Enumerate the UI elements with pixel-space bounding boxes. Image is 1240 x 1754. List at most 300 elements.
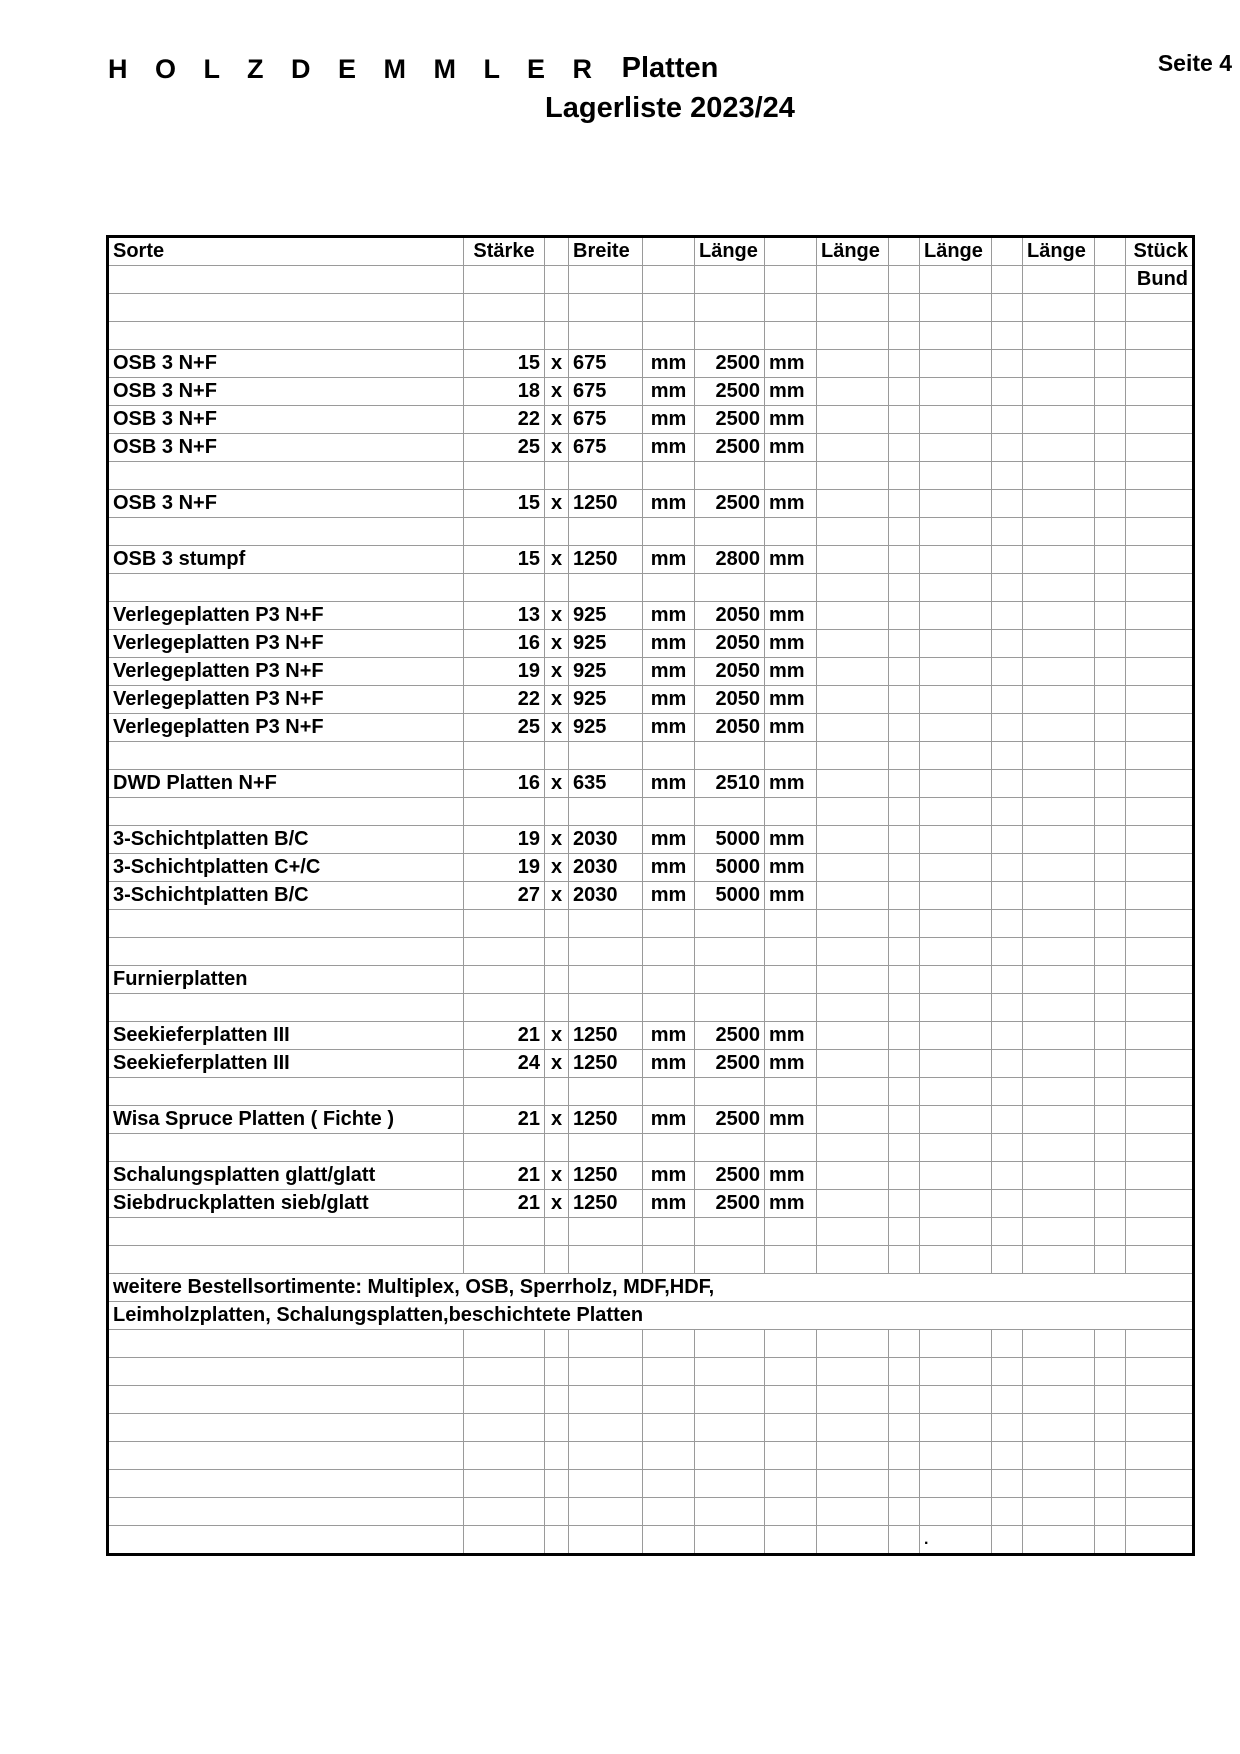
empty-cell bbox=[920, 1246, 992, 1274]
assortment-note: weitere Bestellsortimente: Multiplex, OSB, Sperrholz, MDF,HDF, bbox=[108, 1274, 1194, 1302]
empty-cell bbox=[1023, 1246, 1095, 1274]
title-line-1: Platten bbox=[621, 52, 719, 84]
empty-cell bbox=[1023, 490, 1095, 518]
empty-cell bbox=[765, 1470, 817, 1498]
width-unit: mm bbox=[643, 602, 695, 630]
empty-cell bbox=[889, 686, 920, 714]
empty-cell bbox=[545, 966, 569, 994]
empty-row bbox=[108, 910, 1194, 938]
empty-row bbox=[108, 1386, 1194, 1414]
empty-cell bbox=[569, 938, 643, 966]
empty-cell bbox=[695, 1246, 765, 1274]
empty-cell bbox=[569, 1134, 643, 1162]
empty-cell bbox=[920, 378, 992, 406]
times-sign: x bbox=[545, 1022, 569, 1050]
empty-cell bbox=[817, 490, 889, 518]
empty-cell bbox=[920, 1386, 992, 1414]
length-value: 5000 bbox=[695, 854, 765, 882]
empty-row bbox=[108, 1134, 1194, 1162]
empty-cell bbox=[1095, 994, 1126, 1022]
empty-cell bbox=[108, 1526, 464, 1555]
thickness-value: 21 bbox=[464, 1106, 545, 1134]
width-value: 675 bbox=[569, 350, 643, 378]
empty-cell bbox=[1023, 714, 1095, 742]
empty-cell bbox=[1126, 826, 1194, 854]
empty-cell bbox=[1126, 1414, 1194, 1442]
empty-cell bbox=[920, 1498, 992, 1526]
empty-cell bbox=[643, 1470, 695, 1498]
empty-cell bbox=[992, 322, 1023, 350]
empty-cell bbox=[1126, 1162, 1194, 1190]
empty-cell bbox=[817, 1526, 889, 1555]
empty-cell bbox=[569, 994, 643, 1022]
empty-cell bbox=[889, 406, 920, 434]
length-unit: mm bbox=[765, 1050, 817, 1078]
empty-cell bbox=[545, 1358, 569, 1386]
times-sign: x bbox=[545, 1162, 569, 1190]
empty-cell bbox=[992, 966, 1023, 994]
empty-cell bbox=[817, 742, 889, 770]
empty-cell bbox=[569, 910, 643, 938]
empty-cell bbox=[1023, 882, 1095, 910]
empty-cell bbox=[1126, 1078, 1194, 1106]
empty-cell bbox=[1095, 1106, 1126, 1134]
thickness-value: 22 bbox=[464, 406, 545, 434]
product-name: 3-Schichtplatten B/C bbox=[108, 826, 464, 854]
table-row bbox=[108, 658, 1194, 686]
length-unit: mm bbox=[765, 1162, 817, 1190]
length-value: 2500 bbox=[695, 1050, 765, 1078]
empty-cell bbox=[889, 882, 920, 910]
length-value: 2800 bbox=[695, 546, 765, 574]
empty-cell bbox=[643, 1498, 695, 1526]
empty-cell bbox=[1095, 322, 1126, 350]
empty-cell bbox=[889, 938, 920, 966]
times-sign: x bbox=[545, 658, 569, 686]
empty-cell bbox=[889, 1246, 920, 1274]
empty-cell bbox=[817, 1050, 889, 1078]
empty-cell bbox=[545, 518, 569, 546]
empty-cell bbox=[695, 1134, 765, 1162]
subheader-row bbox=[108, 266, 1194, 294]
empty-cell bbox=[992, 910, 1023, 938]
empty-cell bbox=[545, 1386, 569, 1414]
empty-cell bbox=[1023, 1022, 1095, 1050]
empty-cell bbox=[643, 742, 695, 770]
empty-cell bbox=[1095, 686, 1126, 714]
empty-cell bbox=[1095, 1414, 1126, 1442]
empty-cell bbox=[1095, 1470, 1126, 1498]
product-name: OSB 3 N+F bbox=[108, 350, 464, 378]
length-value: 2500 bbox=[695, 406, 765, 434]
empty-cell bbox=[1023, 518, 1095, 546]
empty-cell bbox=[765, 742, 817, 770]
empty-cell bbox=[569, 1330, 643, 1358]
empty-cell bbox=[569, 1358, 643, 1386]
empty-cell bbox=[1126, 434, 1194, 462]
empty-cell bbox=[464, 462, 545, 490]
empty-cell bbox=[889, 490, 920, 518]
empty-cell bbox=[920, 798, 992, 826]
times-sign: x bbox=[545, 1106, 569, 1134]
empty-cell bbox=[817, 406, 889, 434]
product-name: Schalungsplatten glatt/glatt bbox=[108, 1162, 464, 1190]
empty-cell bbox=[992, 434, 1023, 462]
empty-cell bbox=[1095, 798, 1126, 826]
product-name: Verlegeplatten P3 N+F bbox=[108, 630, 464, 658]
empty-cell bbox=[992, 1358, 1023, 1386]
empty-cell bbox=[765, 518, 817, 546]
col-header-empty bbox=[1095, 237, 1126, 266]
empty-cell bbox=[1126, 1106, 1194, 1134]
empty-cell bbox=[464, 1526, 545, 1555]
empty-cell bbox=[695, 1470, 765, 1498]
empty-cell bbox=[108, 1498, 464, 1526]
empty-cell bbox=[695, 1078, 765, 1106]
empty-cell bbox=[1126, 882, 1194, 910]
length-value: 2050 bbox=[695, 658, 765, 686]
empty-cell bbox=[464, 1246, 545, 1274]
empty-cell bbox=[920, 294, 992, 322]
empty-cell bbox=[992, 1106, 1023, 1134]
times-sign: x bbox=[545, 1050, 569, 1078]
empty-cell bbox=[765, 1078, 817, 1106]
empty-cell bbox=[1126, 1442, 1194, 1470]
empty-cell bbox=[817, 658, 889, 686]
empty-cell bbox=[992, 1022, 1023, 1050]
empty-cell bbox=[1095, 966, 1126, 994]
table-row bbox=[108, 378, 1194, 406]
empty-cell bbox=[695, 910, 765, 938]
empty-cell bbox=[1095, 658, 1126, 686]
empty-cell bbox=[695, 1498, 765, 1526]
empty-cell bbox=[1126, 714, 1194, 742]
empty-cell bbox=[545, 294, 569, 322]
empty-cell bbox=[817, 994, 889, 1022]
empty-cell bbox=[992, 1246, 1023, 1274]
empty-cell bbox=[920, 518, 992, 546]
empty-cell bbox=[1095, 518, 1126, 546]
empty-cell bbox=[695, 966, 765, 994]
empty-cell bbox=[569, 742, 643, 770]
empty-cell bbox=[1023, 602, 1095, 630]
length-unit: mm bbox=[765, 686, 817, 714]
empty-cell bbox=[1023, 826, 1095, 854]
empty-cell bbox=[992, 1442, 1023, 1470]
width-value: 925 bbox=[569, 630, 643, 658]
empty-cell bbox=[992, 1078, 1023, 1106]
length-unit: mm bbox=[765, 406, 817, 434]
empty-cell bbox=[1023, 1106, 1095, 1134]
empty-cell bbox=[1023, 770, 1095, 798]
empty-cell bbox=[1095, 462, 1126, 490]
empty-cell bbox=[1126, 994, 1194, 1022]
empty-cell bbox=[920, 910, 992, 938]
product-name: 3-Schichtplatten C+/C bbox=[108, 854, 464, 882]
empty-cell bbox=[765, 1414, 817, 1442]
empty-cell bbox=[1095, 490, 1126, 518]
col-header-stueck: Stück bbox=[1126, 237, 1194, 266]
empty-cell bbox=[1023, 1134, 1095, 1162]
times-sign: x bbox=[545, 854, 569, 882]
empty-cell bbox=[889, 1050, 920, 1078]
empty-cell bbox=[920, 686, 992, 714]
empty-cell bbox=[1023, 1470, 1095, 1498]
table-row bbox=[108, 602, 1194, 630]
empty-cell bbox=[545, 1218, 569, 1246]
empty-cell bbox=[1126, 1358, 1194, 1386]
empty-cell bbox=[1126, 1218, 1194, 1246]
empty-cell bbox=[1126, 630, 1194, 658]
empty-cell bbox=[1126, 1470, 1194, 1498]
width-value: 675 bbox=[569, 378, 643, 406]
empty-cell bbox=[889, 1414, 920, 1442]
empty-cell bbox=[643, 266, 695, 294]
empty-cell bbox=[817, 686, 889, 714]
length-value: 5000 bbox=[695, 826, 765, 854]
empty-row bbox=[108, 1078, 1194, 1106]
empty-cell bbox=[992, 546, 1023, 574]
empty-cell bbox=[1023, 630, 1095, 658]
empty-cell bbox=[1095, 294, 1126, 322]
empty-cell bbox=[1126, 602, 1194, 630]
thickness-value: 15 bbox=[464, 490, 545, 518]
empty-row bbox=[108, 322, 1194, 350]
times-sign: x bbox=[545, 490, 569, 518]
empty-cell bbox=[889, 742, 920, 770]
empty-cell bbox=[643, 518, 695, 546]
empty-cell bbox=[889, 546, 920, 574]
empty-cell bbox=[817, 1414, 889, 1442]
width-unit: mm bbox=[643, 854, 695, 882]
empty-cell bbox=[992, 378, 1023, 406]
length-unit: mm bbox=[765, 490, 817, 518]
empty-cell bbox=[545, 1442, 569, 1470]
empty-cell bbox=[920, 462, 992, 490]
empty-cell bbox=[545, 1498, 569, 1526]
empty-cell bbox=[108, 322, 464, 350]
empty-cell bbox=[108, 1442, 464, 1470]
width-unit: mm bbox=[643, 378, 695, 406]
empty-cell bbox=[1023, 1078, 1095, 1106]
empty-cell bbox=[817, 966, 889, 994]
thickness-value: 18 bbox=[464, 378, 545, 406]
empty-cell bbox=[817, 1218, 889, 1246]
empty-cell bbox=[920, 1470, 992, 1498]
empty-cell bbox=[1095, 1442, 1126, 1470]
empty-cell bbox=[920, 938, 992, 966]
empty-cell bbox=[889, 1386, 920, 1414]
length-value: 2500 bbox=[695, 378, 765, 406]
document-title bbox=[460, 48, 880, 128]
empty-row bbox=[108, 1442, 1194, 1470]
width-unit: mm bbox=[643, 1106, 695, 1134]
empty-cell bbox=[765, 1330, 817, 1358]
times-sign: x bbox=[545, 630, 569, 658]
empty-cell bbox=[817, 1330, 889, 1358]
empty-cell bbox=[920, 490, 992, 518]
empty-cell bbox=[817, 1106, 889, 1134]
empty-cell bbox=[1095, 1330, 1126, 1358]
empty-cell bbox=[1126, 462, 1194, 490]
section-label: Furnierplatten bbox=[108, 966, 464, 994]
empty-cell bbox=[1126, 1050, 1194, 1078]
empty-cell bbox=[1095, 938, 1126, 966]
times-sign: x bbox=[545, 1190, 569, 1218]
empty-row bbox=[108, 1470, 1194, 1498]
width-value: 925 bbox=[569, 602, 643, 630]
empty-cell bbox=[643, 1442, 695, 1470]
product-name: Wisa Spruce Platten ( Fichte ) bbox=[108, 1106, 464, 1134]
empty-cell bbox=[817, 462, 889, 490]
empty-cell bbox=[817, 1498, 889, 1526]
empty-cell bbox=[765, 1498, 817, 1526]
col-header-empty bbox=[992, 237, 1023, 266]
empty-cell bbox=[1095, 1022, 1126, 1050]
empty-row bbox=[108, 938, 1194, 966]
empty-cell bbox=[108, 266, 464, 294]
empty-cell bbox=[643, 1134, 695, 1162]
empty-cell bbox=[464, 518, 545, 546]
empty-cell bbox=[817, 1386, 889, 1414]
table-row bbox=[108, 350, 1194, 378]
empty-cell bbox=[920, 630, 992, 658]
length-unit: mm bbox=[765, 378, 817, 406]
empty-cell bbox=[545, 1470, 569, 1498]
empty-cell bbox=[889, 574, 920, 602]
empty-cell bbox=[108, 574, 464, 602]
width-unit: mm bbox=[643, 350, 695, 378]
empty-cell bbox=[1023, 462, 1095, 490]
empty-cell bbox=[569, 518, 643, 546]
empty-cell bbox=[1023, 966, 1095, 994]
empty-cell bbox=[464, 938, 545, 966]
empty-cell bbox=[464, 910, 545, 938]
empty-cell bbox=[643, 1078, 695, 1106]
empty-row bbox=[108, 574, 1194, 602]
empty-cell bbox=[1095, 1246, 1126, 1274]
product-name: 3-Schichtplatten B/C bbox=[108, 882, 464, 910]
empty-cell bbox=[1023, 546, 1095, 574]
thickness-value: 21 bbox=[464, 1162, 545, 1190]
empty-cell bbox=[695, 1386, 765, 1414]
table-row bbox=[108, 490, 1194, 518]
empty-cell bbox=[643, 1358, 695, 1386]
length-value: 2510 bbox=[695, 770, 765, 798]
empty-cell bbox=[569, 1414, 643, 1442]
empty-cell bbox=[1095, 434, 1126, 462]
thickness-value: 21 bbox=[464, 1022, 545, 1050]
empty-cell bbox=[108, 1470, 464, 1498]
empty-cell bbox=[695, 1442, 765, 1470]
col-header-empty bbox=[643, 237, 695, 266]
empty-cell bbox=[889, 854, 920, 882]
empty-cell bbox=[817, 546, 889, 574]
empty-cell bbox=[695, 518, 765, 546]
empty-cell bbox=[817, 1442, 889, 1470]
empty-cell bbox=[643, 966, 695, 994]
empty-cell bbox=[545, 322, 569, 350]
empty-row bbox=[108, 1218, 1194, 1246]
empty-cell bbox=[1023, 350, 1095, 378]
width-unit: mm bbox=[643, 1022, 695, 1050]
empty-cell bbox=[889, 770, 920, 798]
empty-cell bbox=[1126, 938, 1194, 966]
times-sign: x bbox=[545, 434, 569, 462]
empty-cell bbox=[695, 1330, 765, 1358]
width-unit: mm bbox=[643, 882, 695, 910]
empty-cell bbox=[920, 602, 992, 630]
length-value: 2500 bbox=[695, 1162, 765, 1190]
width-value: 675 bbox=[569, 434, 643, 462]
col-header-empty bbox=[765, 237, 817, 266]
empty-cell bbox=[464, 1134, 545, 1162]
empty-cell bbox=[108, 1246, 464, 1274]
times-sign: x bbox=[545, 406, 569, 434]
times-sign: x bbox=[545, 602, 569, 630]
thickness-value: 16 bbox=[464, 770, 545, 798]
thickness-value: 25 bbox=[464, 434, 545, 462]
empty-cell bbox=[992, 798, 1023, 826]
empty-cell bbox=[108, 1386, 464, 1414]
length-unit: mm bbox=[765, 1190, 817, 1218]
section-label-row bbox=[108, 966, 1194, 994]
empty-row bbox=[108, 1414, 1194, 1442]
empty-cell bbox=[765, 1358, 817, 1386]
empty-cell bbox=[1126, 546, 1194, 574]
length-value: 2050 bbox=[695, 686, 765, 714]
empty-cell bbox=[889, 798, 920, 826]
product-name: OSB 3 N+F bbox=[108, 434, 464, 462]
empty-cell bbox=[992, 882, 1023, 910]
length-unit: mm bbox=[765, 602, 817, 630]
empty-cell bbox=[643, 1414, 695, 1442]
width-value: 675 bbox=[569, 406, 643, 434]
width-value: 1250 bbox=[569, 1190, 643, 1218]
length-value: 2500 bbox=[695, 434, 765, 462]
empty-cell bbox=[920, 658, 992, 686]
empty-cell bbox=[545, 798, 569, 826]
empty-cell bbox=[1023, 1330, 1095, 1358]
empty-cell bbox=[1126, 490, 1194, 518]
empty-row bbox=[108, 1330, 1194, 1358]
empty-cell bbox=[464, 1442, 545, 1470]
width-value: 2030 bbox=[569, 826, 643, 854]
empty-cell bbox=[569, 1078, 643, 1106]
length-value: 5000 bbox=[695, 882, 765, 910]
empty-cell bbox=[1095, 910, 1126, 938]
empty-cell bbox=[889, 630, 920, 658]
empty-cell bbox=[695, 742, 765, 770]
table-row bbox=[108, 1106, 1194, 1134]
empty-cell bbox=[1095, 1078, 1126, 1106]
empty-cell bbox=[992, 742, 1023, 770]
empty-cell bbox=[545, 994, 569, 1022]
empty-cell bbox=[920, 994, 992, 1022]
width-value: 1250 bbox=[569, 1162, 643, 1190]
width-value: 635 bbox=[569, 770, 643, 798]
empty-cell bbox=[464, 966, 545, 994]
empty-cell bbox=[1095, 378, 1126, 406]
empty-cell bbox=[920, 1134, 992, 1162]
empty-cell bbox=[889, 1022, 920, 1050]
empty-cell bbox=[545, 1246, 569, 1274]
empty-cell bbox=[545, 1414, 569, 1442]
empty-cell bbox=[643, 994, 695, 1022]
empty-cell bbox=[545, 462, 569, 490]
empty-cell bbox=[464, 322, 545, 350]
length-unit: mm bbox=[765, 1106, 817, 1134]
